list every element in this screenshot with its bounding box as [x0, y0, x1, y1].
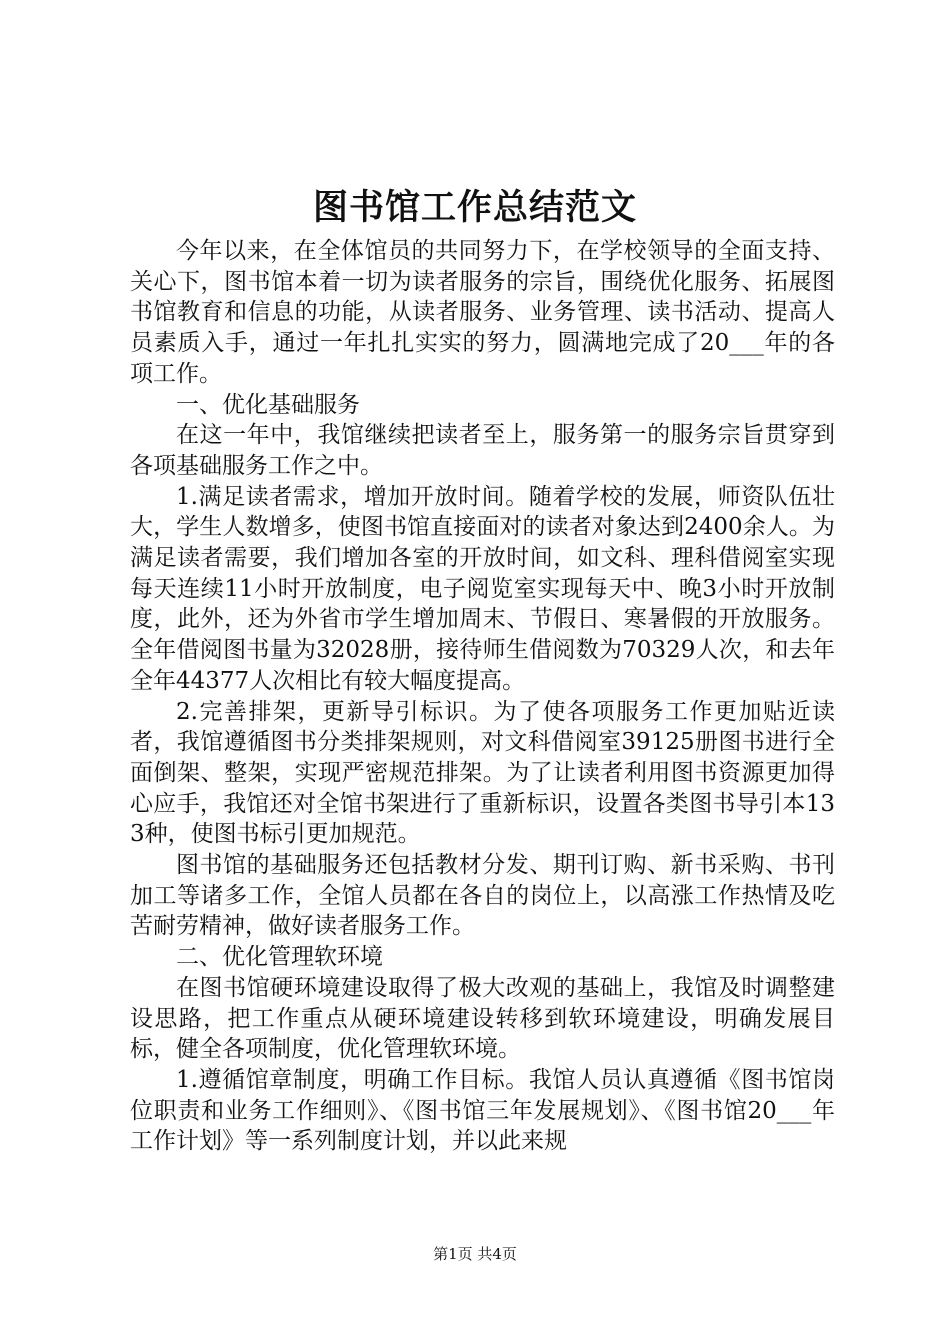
- page-footer: 第1页 共4页: [433, 1245, 517, 1263]
- paragraph-intro: 今年以来，在全体馆员的共同努力下，在学校领导的全面支持、关心下，图书馆本着一切为读者服务的宗旨，围绕优化服务、拓展图书馆教育和信息的功能，从读者服务、业务管理、读书活动、提高人员素质入手，通过一年扎扎实实的努力，圆满地完成了20___年的各项工作。: [130, 238, 835, 387]
- paragraph-section-2-intro: 在图书馆硬环境建设取得了极大改观的基础上，我馆及时调整建设思路，把工作重点从硬环境建设转移到软环境建设，明确发展目标，健全各项制度，优化管理软环境。: [130, 974, 835, 1063]
- section-heading-2: 二、优化管理软环境: [176, 944, 383, 971]
- paragraph-item-1-1: 1.满足读者需求，增加开放时间。随着学校的发展，师资队伍壮大，学生人数增多，使图书馆直接面对的读者对象达到2400余人。为满足读者需要，我们增加各室的开放时间，如文科、理科借阅室实现每天连续11小时开放制度，电子阅览室实现每天中、晚3小时开放制度，此外，还为外省市学生增加周末、节假日、寒暑假的开放服务。全年借阅图书量为32028册，接待师生借阅数为70329人次，和去年全年44377人次相比有较大幅度提高。: [130, 483, 835, 694]
- paragraph-item-2-1: 1.遵循馆章制度，明确工作目标。我馆人员认真遵循《图书馆岗位职责和业务工作细则》、《图书馆三年发展规划》、《图书馆20___年工作计划》等一系列制度计划，并以此来规: [130, 1066, 835, 1155]
- paragraph-section-1-summary: 图书馆的基础服务还包括教材分发、期刊订购、新书采购、书刊加工等诸多工作，全馆人员都在各自的岗位上，以高涨工作热情及吃苦耐劳精神，做好读者服务工作。: [130, 852, 835, 940]
- paragraph-section-1-intro: 在这一年中，我馆继续把读者至上，服务第一的服务宗旨贯穿到各项基础服务工作之中。: [130, 422, 835, 479]
- paragraph-item-1-2: 2.完善排架，更新导引标识。为了使各项服务工作更加贴近读者，我馆遵循图书分类排架规则，对文科借阅室39125册图书进行全面倒架、整架，实现严密规范排架。为了让读者利用图书资源更加得心应手，我馆还对全馆书架进行了重新标识，设置各类图书导引本133种，使图书标引更加规范。: [130, 698, 835, 848]
- document-title: 图书馆工作总结范文: [312, 188, 637, 228]
- document-body: [130, 236, 835, 1157]
- section-heading-1: 一、优化基础服务: [176, 391, 360, 418]
